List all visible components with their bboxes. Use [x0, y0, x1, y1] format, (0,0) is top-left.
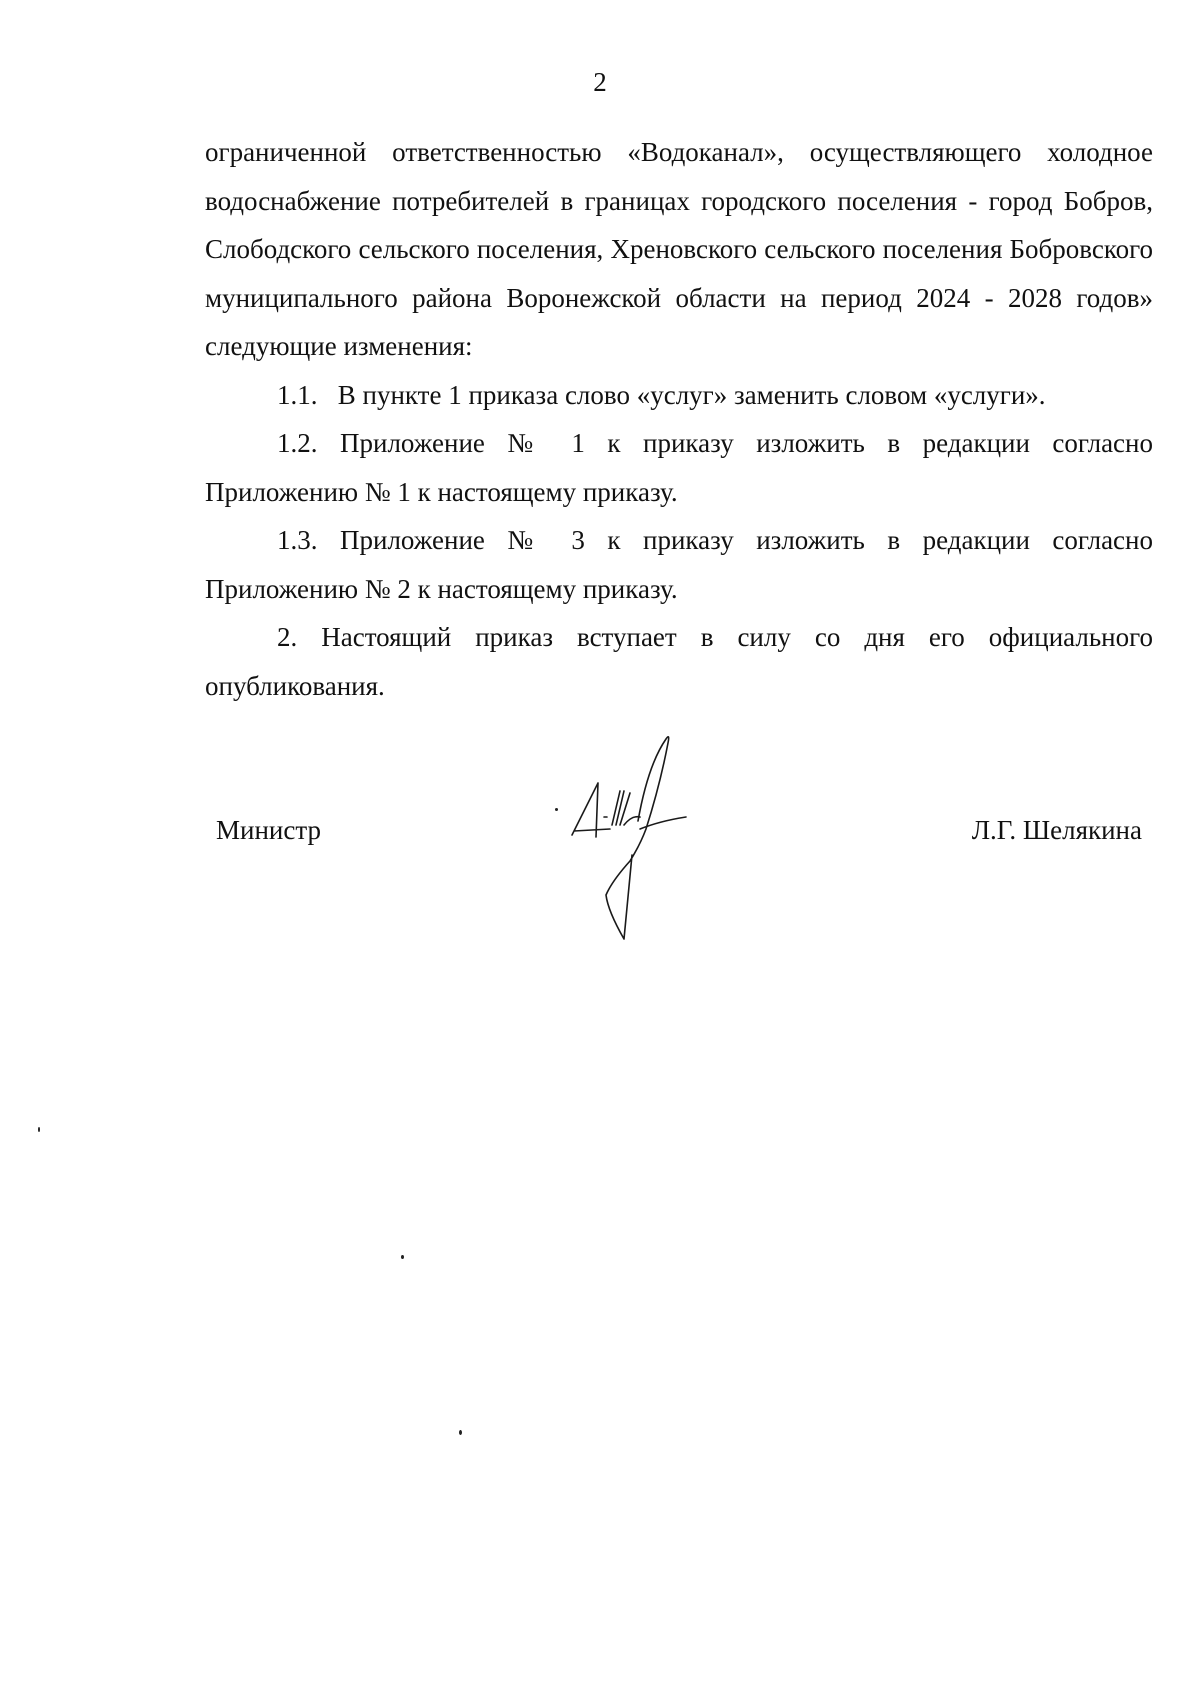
scan-speck	[401, 1255, 404, 1259]
signatory-name: Л.Г. Шелякина	[971, 815, 1142, 845]
paragraph-1-3: 1.3. Приложение № 3 к приказу изложить в редакции согласно Приложению № 2 к настоящему приказу.	[205, 525, 1153, 604]
handwritten-signature	[560, 725, 720, 945]
paragraph-intro-continuation: ограниченной ответственностью «Водоканал», осуществляющего холодное водоснабжение потребителей в границах городского поселения - город Бобров, Слободского сельского поселения, Хреновского сельского поселения Бобровского муниципального района Воронежской области на период 2024 - 2028 годов» следующие изменения:	[205, 137, 1153, 361]
scan-speck	[38, 1127, 40, 1132]
scan-speck	[555, 808, 558, 811]
paragraph-1-2: 1.2. Приложение № 1 к приказу изложить в редакции согласно Приложению № 1 к настоящему приказу.	[205, 428, 1153, 507]
paragraph-2: 2. Настоящий приказ вступает в силу со дня его официального опубликования.	[205, 622, 1153, 701]
paragraph-1-1: 1.1. В пункте 1 приказа слово «услуг» заменить словом «услуги».	[277, 379, 1046, 410]
signatory-title: Министр	[216, 815, 321, 845]
scan-speck	[459, 1430, 462, 1435]
document-body	[205, 128, 1153, 710]
page-number: 2	[593, 67, 607, 97]
